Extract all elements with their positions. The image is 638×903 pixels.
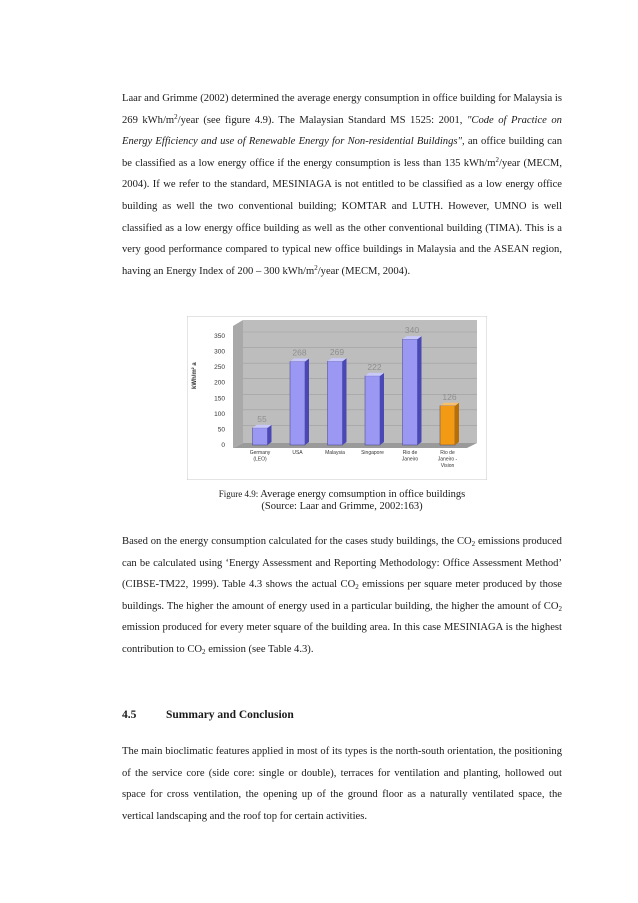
x-category-line: Singapore	[361, 450, 384, 456]
paragraph-summary: The main bioclimatic features applied in most of its types is the north-south orientation, the positioning of the service core (side core: single or double), terraces for ventilation and planting, hollowed out space for cross ventilation, the opening up of the ground floor as a naturally ventilated space, the vertical landscaping and the roof top for certain activities.	[122, 746, 562, 822]
p2-sub-1: 2	[471, 540, 476, 548]
bar-front	[328, 361, 343, 445]
bar	[403, 336, 422, 445]
bar	[328, 358, 347, 445]
bar-front	[365, 376, 380, 445]
y-axis-label: kWh/m² a	[192, 362, 198, 389]
p1-text-2: /year (see figure 4.9). The Malaysian Standard MS 1525: 2001,	[177, 114, 467, 126]
bar	[290, 359, 309, 445]
bar-side	[305, 359, 309, 445]
bar-side	[268, 425, 272, 445]
p1-sup-2: 2	[495, 155, 499, 164]
bar	[253, 425, 272, 445]
bar-value-label: 269	[329, 347, 345, 358]
energy-chart-figure	[187, 316, 487, 480]
x-category-line: Rio de	[402, 450, 418, 456]
bar	[440, 403, 459, 445]
bar-side	[380, 373, 384, 445]
p1-text-4: /year (MECM, 2004). If we refer to the standard, MESINIAGA is not entitled to be classified as a low energy office building as well the two conventional building; KOMTAR and LUTH. However, UMNO is well classified as a low energy office building as well as the other conventional building (TIMA). This is a very good performance compared to typical new office buildings in Malaysia and the ASEAN region, having an Energy Index of 200 – 300 kWh/m	[122, 157, 562, 277]
bar-value-label: 55	[257, 413, 267, 424]
x-category-line: (LEO)	[253, 456, 267, 463]
y-tick-label: 0	[221, 442, 225, 449]
paragraph-co2-emissions	[122, 531, 562, 661]
x-category-line: Malaysia	[325, 450, 345, 456]
p1-sup-1: 2	[174, 112, 178, 121]
p1-text-1: Laar and Grimme (2002) determined the average energy consumption in office building for Malaysia is 269 kWh/m	[122, 93, 562, 126]
p2-text-1: Based on the energy consumption calculated for the cases study buildings, the CO	[122, 536, 472, 547]
bar-side	[418, 336, 422, 445]
y-tick-label: 350	[214, 333, 225, 340]
figure-caption	[122, 489, 562, 500]
paragraph-energy-consumption	[122, 88, 562, 282]
p2-text-5: emission (see Table 4.3).	[205, 643, 314, 655]
bar-front	[290, 362, 305, 445]
section-number: 4.5	[122, 709, 137, 721]
p2-sub-2: 2	[355, 583, 359, 592]
x-category-label	[361, 450, 384, 456]
p2-sub-3: 2	[558, 604, 562, 613]
bar-value-label: 222	[367, 361, 382, 372]
x-category-line: Rio de	[440, 450, 455, 456]
x-category-line: Janeiro -	[437, 456, 458, 463]
p1-text-3: an office building can be classified as a low energy office if the energy consumption is less than 135 kWh/m	[122, 136, 562, 169]
p1-sup-3: 2	[314, 263, 318, 272]
y-tick-label: 50	[217, 426, 225, 434]
standard-title-italic: "Code of Practice on Energy Efficiency and use of Renewable Energy for Non-residential Buildings",	[122, 114, 562, 148]
p2-text-4: emission produced for every meter square of the building area. In this case MESINIAGA is the highest contribution to CO	[122, 622, 562, 655]
y-tick-label: 200	[214, 379, 225, 387]
caption-label: Figure 4.9:	[218, 489, 259, 499]
y-tick-label: 250	[214, 364, 225, 372]
bar	[365, 373, 384, 445]
bar-side	[343, 358, 347, 445]
bar-value-label: 268	[292, 347, 307, 358]
section-title: Summary and Conclusion	[166, 709, 294, 721]
y-tick-label: 300	[214, 348, 225, 356]
p2-text-2: emissions produced can be calculated using ‘Energy Assessment and Reporting Methodology: Office Assessment Method’ (CIBSE-TM22, 1999). Table 4.3 shows the actual CO	[122, 536, 562, 591]
bar-front	[253, 428, 268, 445]
x-category-line: Janeiro	[401, 456, 419, 463]
bar-front	[403, 339, 418, 445]
p2-text-3: emissions per square meter produced by those buildings. The higher the amount of energy used in a particular building, the higher the amount of CO	[122, 579, 562, 612]
y-tick-label: 150	[214, 395, 225, 403]
x-category-line: Germany	[249, 450, 271, 456]
bar-value-label: 340	[404, 325, 420, 336]
x-category-line: USA	[292, 450, 303, 456]
bar-front	[440, 406, 455, 445]
plot-side-wall	[233, 320, 243, 448]
y-tick-label: 100	[214, 410, 225, 418]
p2-sub-4: 2	[202, 647, 206, 656]
x-category-label	[325, 450, 345, 456]
figure-source: (Source: Laar and Grimme, 2002:163)	[261, 501, 423, 512]
x-category-line: Vision	[440, 463, 455, 469]
caption-text: Average energy comsumption in office buildings	[258, 489, 466, 500]
x-category-label	[292, 450, 303, 456]
x-category-label	[402, 450, 419, 463]
bar-value-label: 126	[442, 391, 457, 402]
energy-bar-chart	[187, 316, 487, 480]
p1-text-5: /year (MECM, 2004).	[317, 265, 411, 277]
bar-side	[455, 403, 459, 445]
